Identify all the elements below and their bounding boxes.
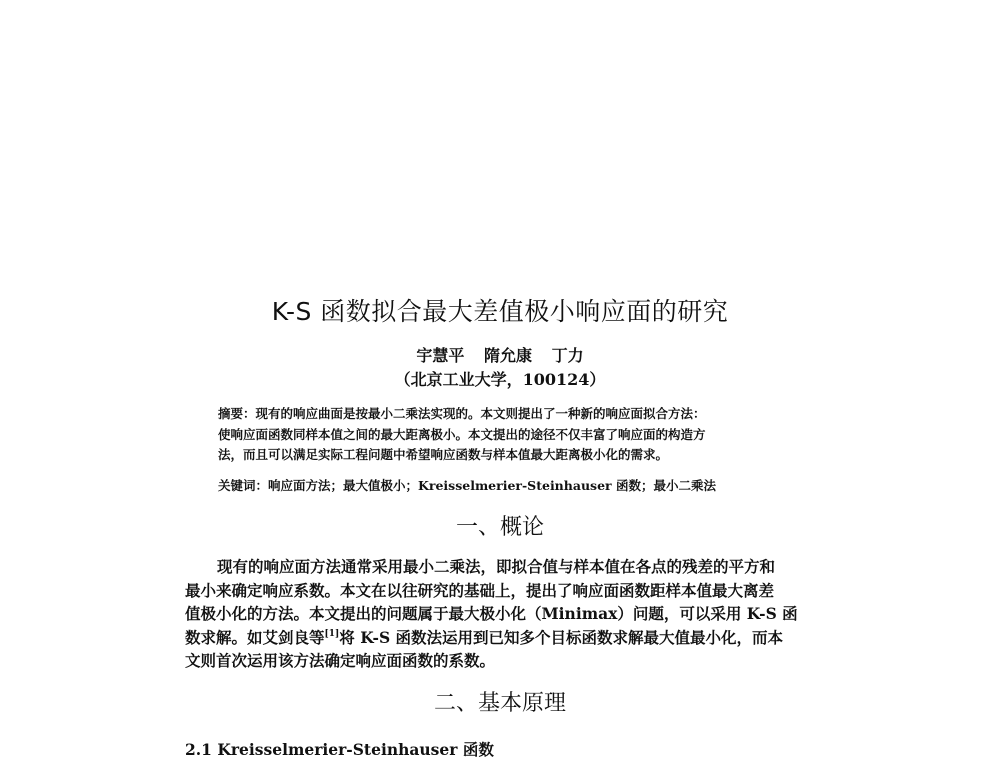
- author-name: 宇慧平: [416, 346, 465, 365]
- abstract-line-3: 法，而且可以满足实际工程问题中希望响应函数与样本值最大距离极小化的需求。: [218, 447, 669, 462]
- abstract-text: 现有的响应曲面是按最小二乘法实现的。本文则提出了一种新的响应面拟合方法：: [255, 406, 706, 421]
- abstract-line-2: 使响应面函数同样本值之间的最大距离极小。本文提出的途径不仅丰富了响应面的构造方: [218, 426, 706, 442]
- keywords-text: 响应面方法；最大值极小；Kreisselmerier-Steinhauser 函数；最小二乘法: [268, 478, 716, 493]
- abstract-label: 摘要：: [218, 406, 256, 421]
- paragraph-line: 最小来确定响应系数。本文在以往研究的基础上，提出了响应面函数距样本值最大离差: [185, 580, 775, 600]
- paragraph-text: 数求解。如艾剑良等: [185, 627, 325, 647]
- paper-title: K-S 函数拟合最大差值极小响应面的研究: [271, 297, 729, 326]
- keywords: [218, 476, 818, 494]
- paragraph-line: 现有的响应面方法通常采用最小二乘法，即拟合值与样本值在各点的残差的平方和: [217, 557, 776, 576]
- keywords-label: 关键词：: [218, 478, 269, 493]
- paragraph-line: 文则首次运用该方法确定响应面函数的系数。: [185, 651, 496, 670]
- author-name: 丁力: [551, 346, 584, 365]
- author-name: 隋允康: [483, 346, 532, 365]
- citation-ref: [1]: [324, 628, 340, 639]
- abstract-line-1: [218, 404, 800, 425]
- subsection-heading: 2.1 Kreisselmerier-Steinhauser 函数: [185, 740, 494, 759]
- abstract: [218, 404, 800, 466]
- paragraph-line: 值极小化的方法。本文提出的问题属于最大极小化（Minimax）问题，可以采用 K-S 函: [185, 604, 798, 623]
- paragraph-line: [185, 626, 825, 650]
- affiliation: （北京工业大学，100124）: [394, 370, 606, 389]
- section-heading-intro: 一、概论: [455, 515, 544, 540]
- author-list: [0, 343, 1000, 366]
- section-heading-principles: 二、基本原理: [433, 691, 566, 716]
- paragraph-text: 将 K-S 函数法运用到已知多个目标函数求解最大值最小化，而本: [339, 627, 784, 647]
- intro-paragraph: [185, 555, 825, 673]
